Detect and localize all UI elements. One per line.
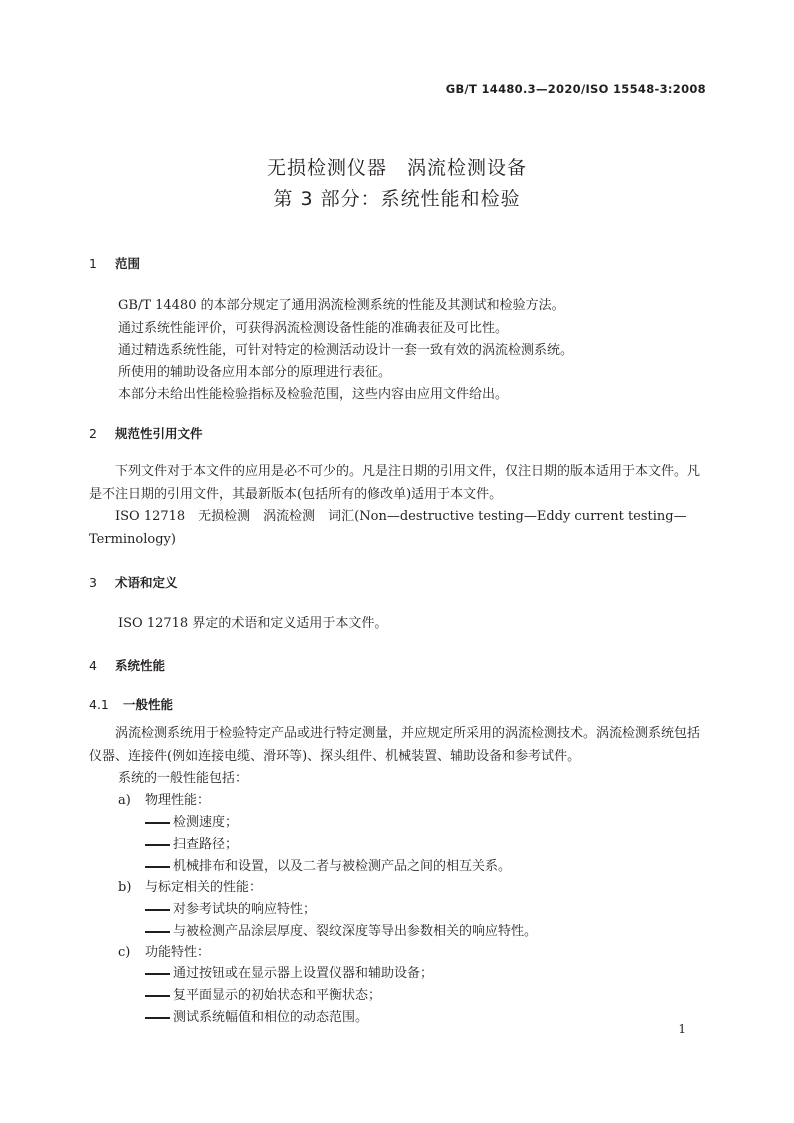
list-label: 与标定相关的性能： bbox=[145, 880, 263, 895]
dash-item bbox=[145, 898, 316, 917]
dash-item-text: 对参考试块的响应特性； bbox=[173, 902, 317, 917]
standard-code: GB/T 14480.3—2020/ISO 15548-3:2008 bbox=[445, 82, 706, 96]
dash-item bbox=[145, 855, 511, 874]
paragraph: 系统的一般性能包括： bbox=[118, 771, 249, 786]
dash-item-text: 扫查路径； bbox=[173, 837, 239, 852]
list-marker: c) bbox=[118, 945, 131, 960]
section-title: 范围 bbox=[115, 256, 141, 271]
section-2-heading bbox=[89, 424, 203, 442]
paragraph: 涡流检测系统用于检验特定产品或进行特定测量，并应规定所采用的涡流检测技术。涡流检测系统包括仪器、连接件(例如连接电缆、滑环等)、探头组件、机械装置、辅助设备和参考试件。 bbox=[89, 726, 701, 764]
paragraph: 本部分未给出性能检验指标及检验范围，这些内容由应用文件给出。 bbox=[118, 387, 509, 402]
em-dash bbox=[145, 1017, 170, 1019]
subsection-number: 4.1 bbox=[89, 697, 109, 712]
document-title-line2: 第 3 部分：系统性能和检验 bbox=[273, 188, 521, 210]
dash-item bbox=[145, 962, 433, 981]
section-3-heading bbox=[89, 573, 178, 591]
paragraph: 下列文件对于本文件的应用是必不可少的。凡是注日期的引用文件，仅注日期的版本适用于本文件。凡是不注日期的引用文件，其最新版本(包括所有的修改单)适用于本文件。 bbox=[89, 464, 701, 502]
list-marker: b) bbox=[118, 880, 132, 895]
dash-item bbox=[145, 1006, 368, 1025]
em-dash bbox=[145, 973, 170, 975]
dash-item-text: 与被检测产品涂层厚度、裂纹深度等导出参数相关的响应特性。 bbox=[173, 924, 538, 939]
list-item-c bbox=[118, 941, 210, 960]
dash-item-text: 机械排布和设置，以及二者与被检测产品之间的相互关系。 bbox=[173, 859, 512, 874]
section-title: 系统性能 bbox=[115, 658, 166, 673]
section-1-heading bbox=[89, 254, 140, 272]
section-title: 规范性引用文件 bbox=[115, 426, 203, 441]
subsection-4-1-heading bbox=[89, 695, 173, 713]
section-4-heading bbox=[89, 656, 165, 674]
section-number: 4 bbox=[89, 658, 97, 673]
normative-reference: ISO 12718 无损检测 涡流检测 词汇(Non—destructive testing—Eddy current testing—Terminology) bbox=[89, 509, 687, 547]
dash-item bbox=[145, 811, 238, 830]
page-number: 1 bbox=[678, 1022, 686, 1036]
section-number: 2 bbox=[89, 426, 97, 441]
em-dash bbox=[145, 866, 170, 868]
dash-item-text: 复平面显示的初始状态和平衡状态； bbox=[173, 988, 382, 1003]
subsection-title: 一般性能 bbox=[123, 697, 174, 712]
list-item-b bbox=[118, 876, 262, 895]
paragraph: 所使用的辅助设备应用本部分的原理进行表征。 bbox=[118, 365, 392, 380]
em-dash bbox=[145, 995, 170, 997]
list-marker: a) bbox=[118, 793, 131, 808]
em-dash bbox=[145, 909, 170, 911]
dash-item bbox=[145, 833, 238, 852]
paragraph: ISO 12718 界定的术语和定义适用于本文件。 bbox=[118, 616, 388, 631]
dash-item-text: 测试系统幅值和相位的动态范围。 bbox=[173, 1010, 369, 1025]
dash-item bbox=[145, 984, 381, 1003]
dash-item-text: 检测速度； bbox=[173, 815, 239, 830]
section-title: 术语和定义 bbox=[115, 575, 178, 590]
paragraph: 通过系统性能评价，可获得涡流检测设备性能的准确表征及可比性。 bbox=[118, 321, 509, 336]
list-label: 物理性能： bbox=[145, 793, 211, 808]
list-item-a bbox=[118, 789, 210, 808]
section-number: 3 bbox=[89, 575, 97, 590]
em-dash bbox=[145, 931, 170, 933]
paragraph: 通过精选系统性能，可针对特定的检测活动设计一套一致有效的涡流检测系统。 bbox=[118, 343, 574, 358]
em-dash bbox=[145, 822, 170, 824]
document-title-line1: 无损检测仪器 涡流检测设备 bbox=[266, 157, 527, 179]
paragraph: GB/T 14480 的本部分规定了通用涡流检测系统的性能及其测试和检验方法。 bbox=[118, 298, 565, 313]
section-number: 1 bbox=[89, 256, 97, 271]
list-label: 功能特性： bbox=[145, 945, 211, 960]
dash-item bbox=[145, 920, 537, 939]
dash-item-text: 通过按钮或在显示器上设置仪器和辅助设备； bbox=[173, 966, 434, 981]
em-dash bbox=[145, 844, 170, 846]
